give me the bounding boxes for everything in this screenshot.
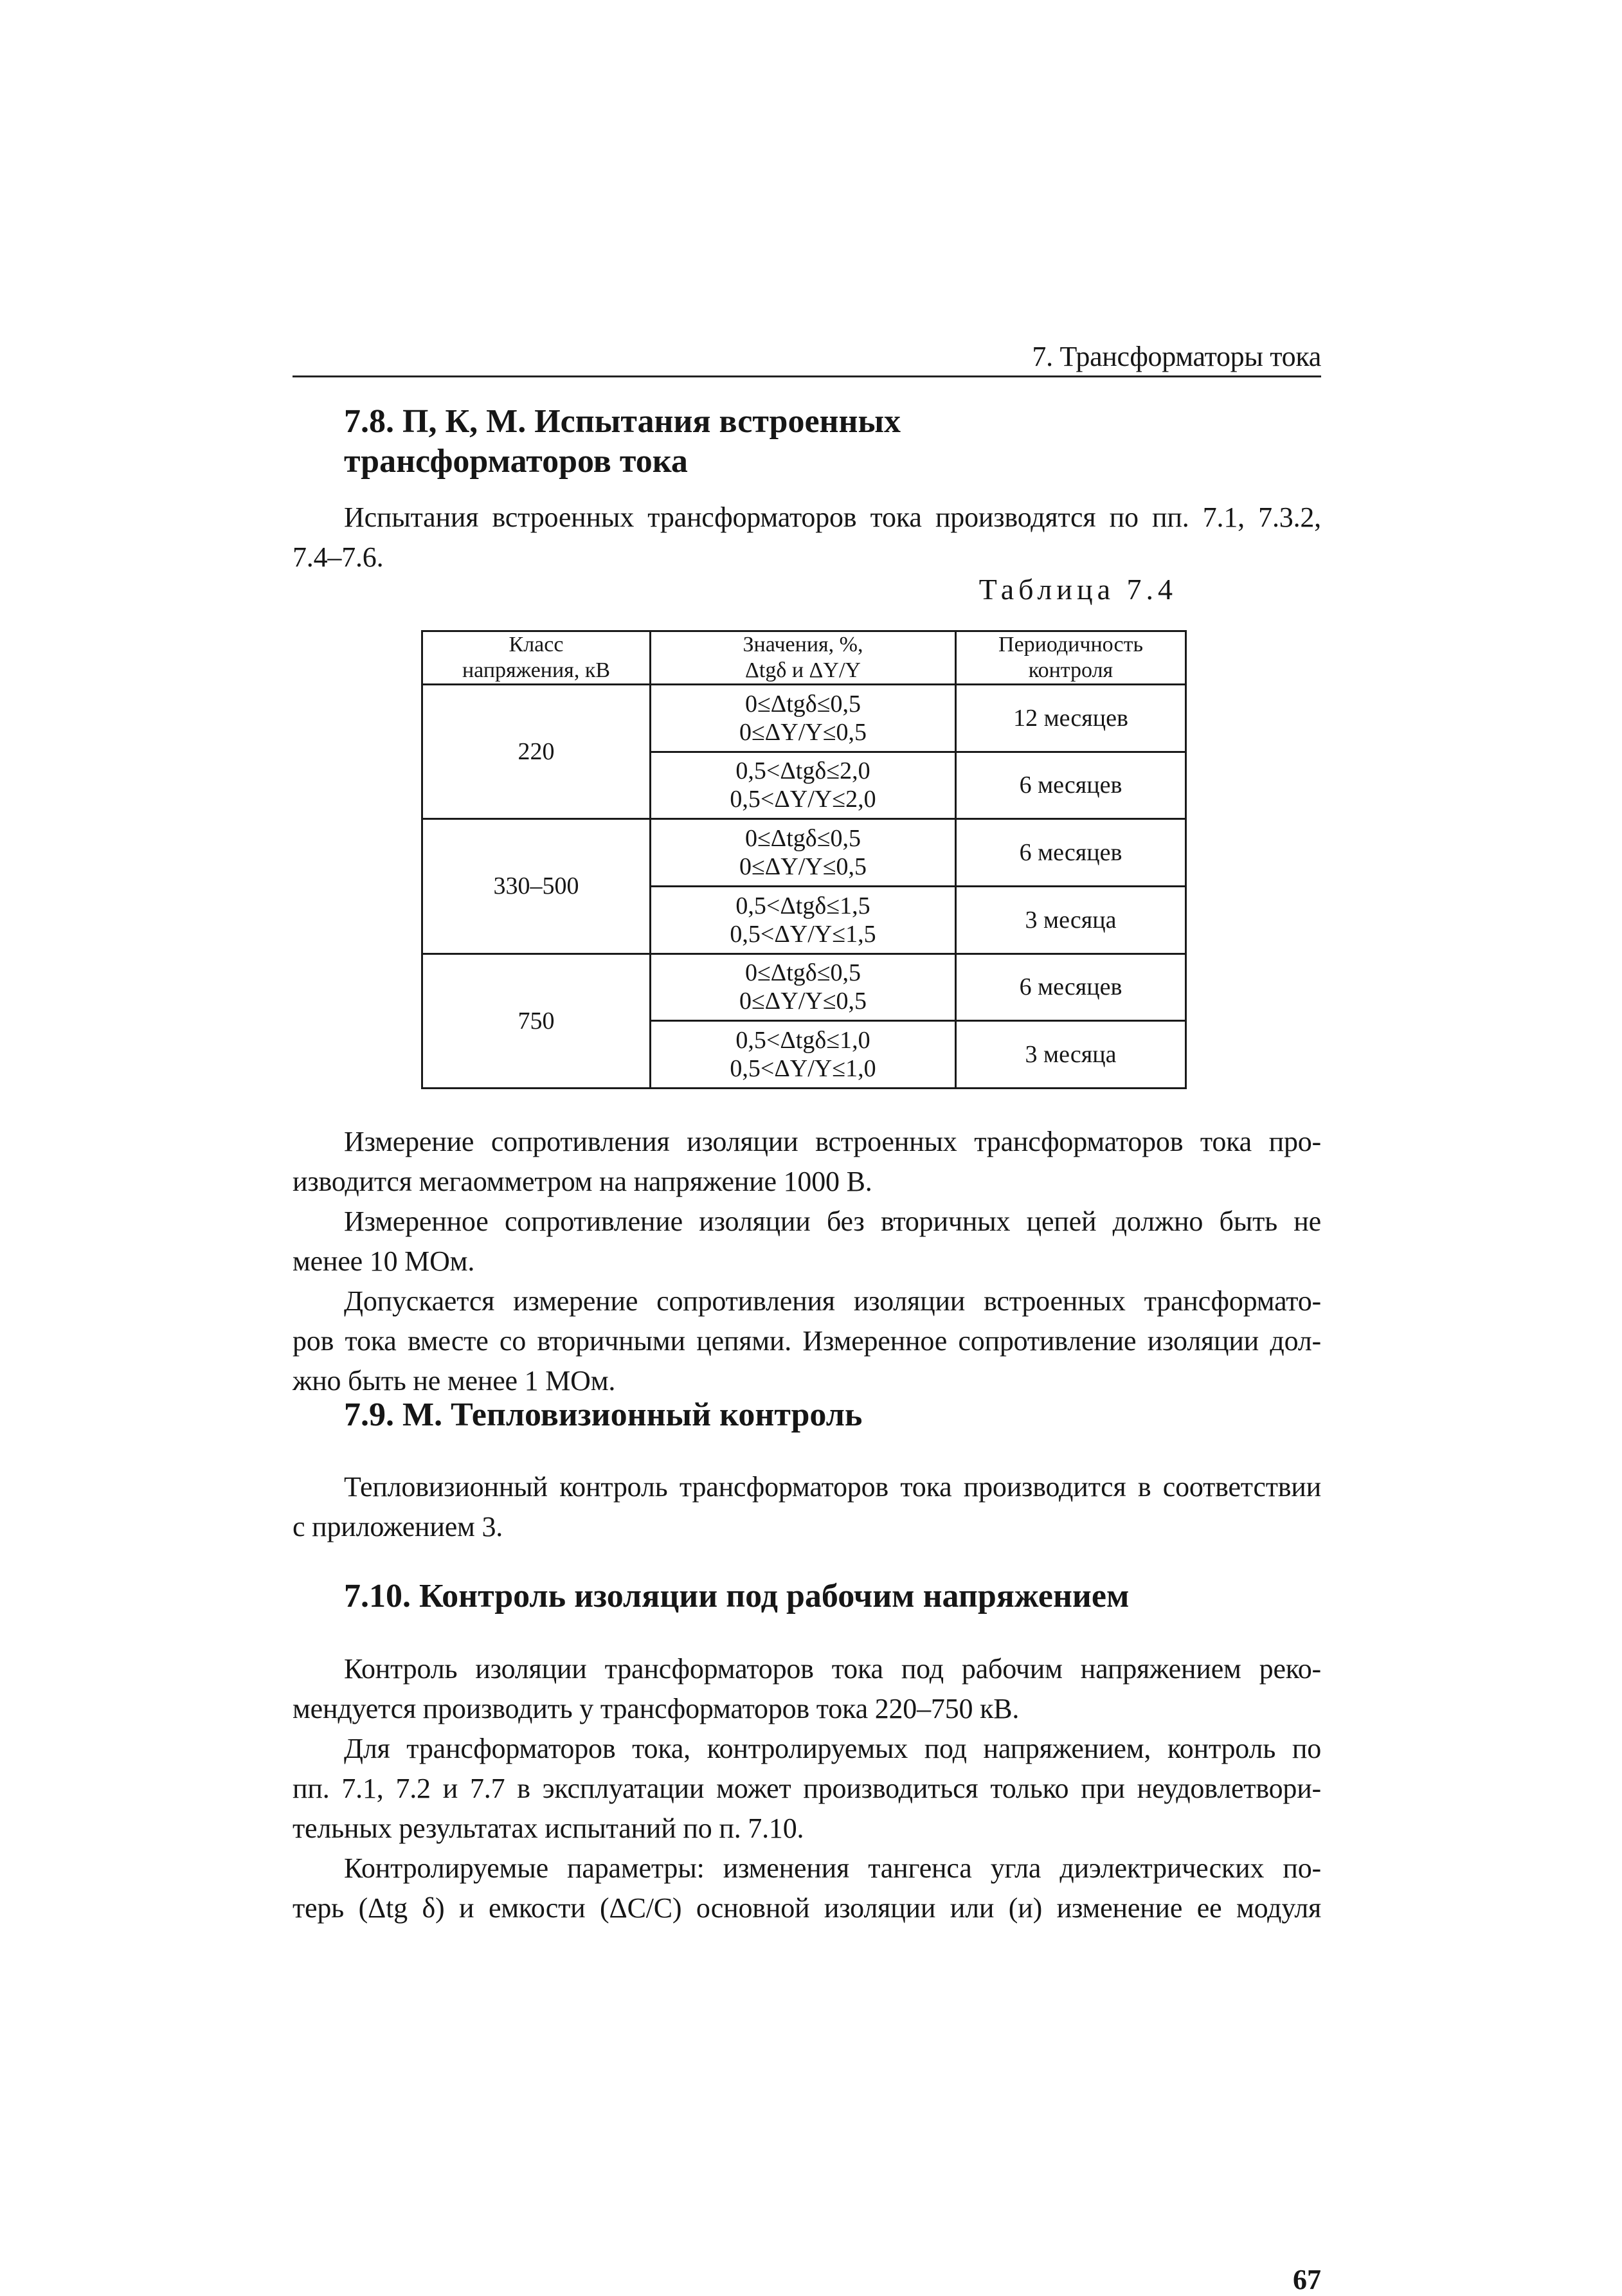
value-cell: 0,5<Δtgδ≤1,5 0,5<ΔY/Y≤1,5 [651, 886, 956, 954]
period-cell: 12 месяцев [956, 685, 1186, 752]
period-cell: 6 месяцев [956, 954, 1186, 1021]
ins-p1-line1: Измерение сопротивления изоляции встроенных трансформаторов тока про- [344, 1126, 1321, 1157]
section-7-9-text [293, 1467, 1321, 1547]
voltage-class-cell: 220 [422, 685, 651, 819]
s710-p1-line1: Контроль изоляции трансформаторов тока под рабочим напряжением реко- [344, 1653, 1321, 1685]
ins-p3-line3: жно быть не менее 1 МОм. [293, 1365, 616, 1397]
intro-line-1: Испытания встроенных трансформаторов тока производятся по пп. 7.1, 7.3.2, [344, 502, 1321, 533]
table-header-row [422, 631, 1186, 685]
ins-p2-line2: менее 10 МОм. [293, 1245, 475, 1277]
s710-p2-line1: Для трансформаторов тока, контролируемых под напряжением, контроль по [344, 1733, 1321, 1764]
page-number: 67 [1293, 2264, 1321, 2295]
voltage-class-cell: 750 [422, 954, 651, 1088]
period-cell: 6 месяцев [956, 819, 1186, 887]
section-7-10-heading: 7.10. Контроль изоляции под рабочим напряжением [344, 1578, 1130, 1614]
ins-p3-line2: ров тока вместе со вторичными цепями. Измеренное сопротивление изоляции дол- [293, 1325, 1321, 1357]
ins-p2-line1: Измеренное сопротивление изоляции без вторичных цепей должно быть не [344, 1206, 1321, 1237]
section-7-9-heading: 7.9. М. Тепловизионный контроль [344, 1397, 863, 1433]
s710-p2-line2: пп. 7.1, 7.2 и 7.7 в эксплуатации может производиться только при неудовлетвори- [293, 1773, 1321, 1804]
s79-line2: с приложением 3. [293, 1511, 503, 1542]
header-periodicity: Периодичность контроля [956, 631, 1186, 685]
header-voltage-class: Класс напряжения, кВ [422, 631, 651, 685]
value-cell: 0,5<Δtgδ≤2,0 0,5<ΔY/Y≤2,0 [651, 752, 956, 819]
s710-p1-line2: мендуется производить у трансформаторов тока 220–750 кВ. [293, 1693, 1020, 1724]
ins-p1-line2: изводится мегаомметром на напряжение 1000 В. [293, 1166, 872, 1197]
s710-p2-line3: тельных результатах испытаний по п. 7.10. [293, 1812, 804, 1844]
table-label: Таблица 7.4 [978, 573, 1177, 606]
voltage-class-cell: 330–500 [422, 819, 651, 954]
period-cell: 6 месяцев [956, 752, 1186, 819]
s79-line1: Тепловизионный контроль трансформаторов тока производится в соответствии [344, 1471, 1321, 1503]
s710-p3-line1: Контролируемые параметры: изменения тангенса угла диэлектрических по- [344, 1852, 1321, 1884]
insulation-measurement-text [293, 1122, 1321, 1401]
period-cell: 3 месяца [956, 1021, 1186, 1089]
table-row [422, 685, 1186, 752]
value-cell: 0,5<Δtgδ≤1,0 0,5<ΔY/Y≤1,0 [651, 1021, 956, 1089]
section-7-8-intro [293, 498, 1321, 577]
intro-line-2: 7.4–7.6. [293, 541, 384, 573]
period-cell: 3 месяца [956, 886, 1186, 954]
table-7-4 [421, 630, 1187, 1089]
running-header [293, 334, 1321, 377]
table-row [422, 819, 1186, 887]
table-row [422, 954, 1186, 1021]
running-header-text: 7. Трансформаторы тока [1032, 341, 1321, 372]
section-7-8-heading-line2: трансформаторов тока [344, 443, 688, 480]
s710-p3-line2: терь (Δtg δ) и емкости (ΔC/C) основной изоляции или (и) изменение ее модуля [293, 1892, 1321, 1924]
ins-p3-line1: Допускается измерение сопротивления изоляции встроенных трансформато- [344, 1285, 1321, 1317]
value-cell: 0≤Δtgδ≤0,5 0≤ΔY/Y≤0,5 [651, 685, 956, 752]
section-7-8-heading-line1: 7.8. П, К, М. Испытания встроенных [344, 403, 901, 440]
header-values: Значения, %, Δtgδ и ΔY/Y [651, 631, 956, 685]
section-7-8-heading [344, 402, 901, 482]
value-cell: 0≤Δtgδ≤0,5 0≤ΔY/Y≤0,5 [651, 954, 956, 1021]
value-cell: 0≤Δtgδ≤0,5 0≤ΔY/Y≤0,5 [651, 819, 956, 887]
section-7-10-text [293, 1649, 1321, 1928]
